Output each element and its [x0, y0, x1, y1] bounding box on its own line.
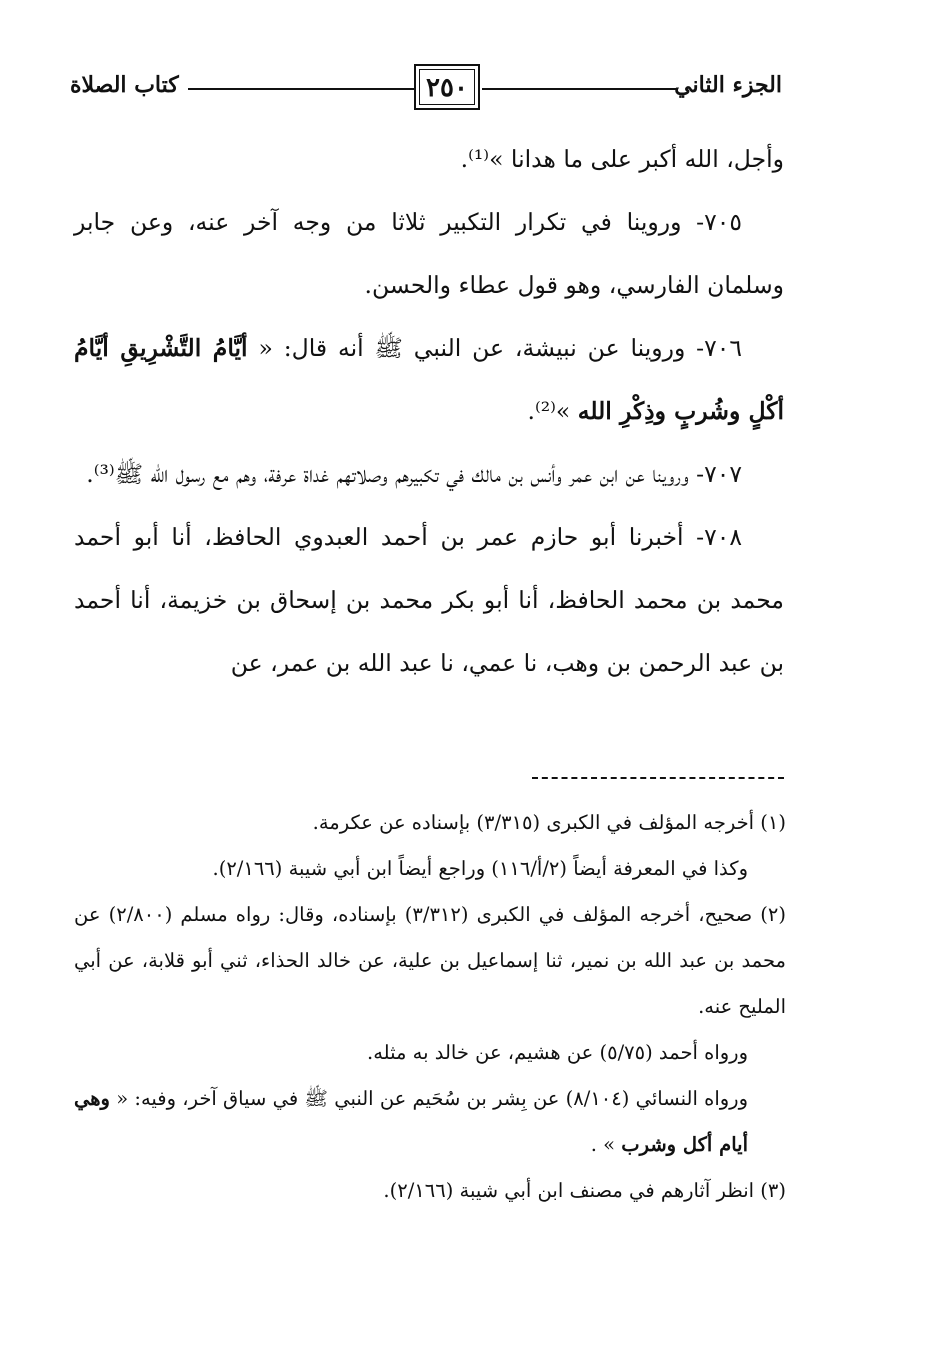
footnotes — [74, 800, 786, 1214]
paragraph-705: ٧٠٥- وروينا في تكرار التكبير ثلاثا من وجه آخر عنه، وعن جابر وسلمان الفارسي، وهو قول عطاء والحسن. — [74, 208, 784, 299]
header-rule-left — [188, 88, 414, 90]
footnote-2: (٢) صحيح، أخرجه المؤلف في الكبرى (٣/٣١٢) بإسناده، وقال: رواه مسلم (٢/٨٠٠) عن محمد بن عبد الله بن نمير، ثنا إسماعيل بن علية، عن خالد الحذاء، ثني أبو قلابة، عن أبي المليح عنه. — [74, 903, 786, 1018]
hadith-text: أيَّامُ التَّشْرِيقِ أيَّامُ أكْلٍ وشُربٍ وذِكْرِ الله — [74, 334, 784, 425]
paragraph-706 — [74, 317, 784, 443]
footnote-2-text: ورواه النسائي (٨/١٠٤) عن بِشر بن سُحَيم عن النبي ﷺ في سياق آخر، وفيه: « — [109, 1087, 748, 1110]
footnote-2-end: » . — [590, 1133, 622, 1156]
paragraph-continuation: وأجل، الله أكبر على ما هدانا »⁽¹⁾. — [460, 145, 784, 173]
paragraph-708: ٧٠٨- أخبرنا أبو حازم عمر بن أحمد العبدوي الحافظ، أنا أبو أحمد محمد بن محمد الحافظ، أنا أبو بكر محمد بن إسحاق بن خزيمة، أنا أحمد بن عبد الرحمن بن وهب، نا عمي، نا عبد الله بن عمر، عن — [74, 523, 784, 677]
paragraph-707: ٧٠٧- وروينا عن ابن عمر وأنس بن مالك في تكبيرهم وصلاتهم غداة عرفة، وهم مع رسول الله ﷺ⁽³⁾. — [86, 460, 742, 488]
paragraph-706-end: »⁽²⁾. — [527, 397, 578, 425]
footnote-2-continued-1: ورواه أحمد (٥/٧٥) عن هشيم، عن خالد به مثله. — [367, 1041, 748, 1064]
paragraph-706-intro: ٧٠٦- وروينا عن نبيشة، عن النبي ﷺ أنه قال: « — [247, 334, 742, 362]
footnote-3: (٣) انظر آثارهم في مصنف ابن أبي شيبة (٢/١٦٦). — [383, 1179, 786, 1202]
footnote-1: (١) أخرجه المؤلف في الكبرى (٣/٣١٥) بإسناده عن عكرمة. — [312, 811, 786, 834]
footnote-2-quote: وهي أيام أكل وشرب — [74, 1087, 748, 1156]
header-rule-right — [482, 88, 678, 90]
volume-title: الجزء الثاني — [674, 72, 782, 98]
page-number: ٢٥٠ — [414, 64, 480, 110]
footnote-2-continued-2 — [74, 1076, 786, 1168]
book-title: كتاب الصلاة — [70, 72, 179, 98]
footnote-1-continued: وكذا في المعرفة أيضاً (٢/أ/١١٦) وراجع أيضاً ابن أبي شيبة (٢/١٦٦). — [212, 857, 748, 880]
page-header — [70, 64, 782, 114]
footnote-separator — [532, 777, 784, 779]
main-text — [74, 128, 784, 695]
